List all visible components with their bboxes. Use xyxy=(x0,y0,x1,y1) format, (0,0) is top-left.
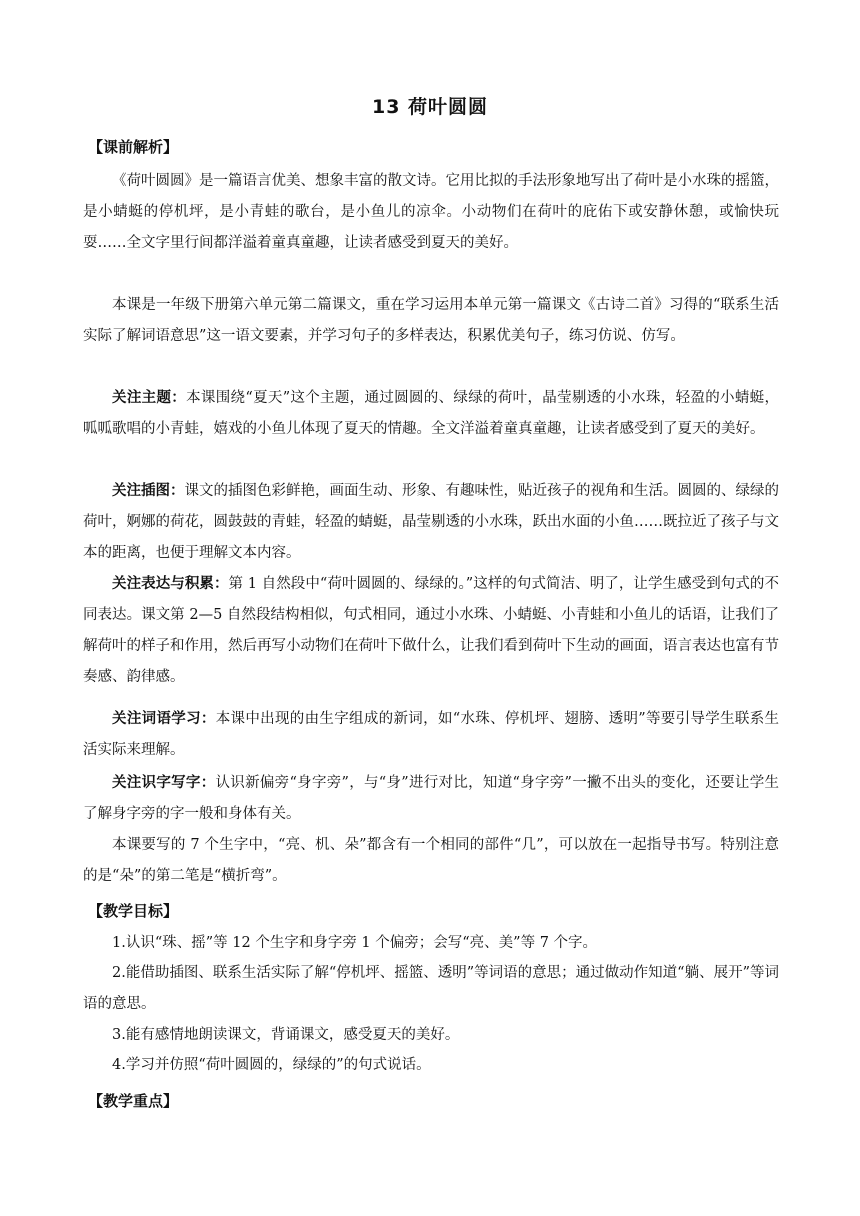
paragraph-unit: 本课是一年级下册第六单元第二篇课文，重在学习运用本单元第一篇课文《古诗二首》习得的“联系生活实际了解词语意思”这一语文要素，并学习句子的多样表达，积累优美句子，练习仿说、仿写。 xyxy=(83,297,779,344)
section-heading-focus: 【教学重点】 xyxy=(88,1092,179,1110)
lead-vocabulary: 关注词语学习： xyxy=(112,711,216,727)
lead-characters: 关注识字写字： xyxy=(112,775,216,791)
paragraph-theme xyxy=(83,383,779,445)
paragraph-expression xyxy=(83,569,779,693)
section-heading-analysis: 【课前解析】 xyxy=(88,138,179,156)
section-heading-goals: 【教学目标】 xyxy=(88,902,179,920)
lead-illustration: 关注插图： xyxy=(112,483,185,499)
lesson-title: 13 荷叶圆圆 xyxy=(371,96,489,118)
text-characters: 认识新偏旁“身字旁”，与“身”进行对比，知道“身字旁”一撇不出头的变化，还要让学生了解身字旁的字一般和身体有关。 xyxy=(83,775,779,822)
lead-theme: 关注主题： xyxy=(112,390,187,406)
goal-item-2: 2.能借助插图、联系生活实际了解“停机坪、摇篮、透明”等词语的意思；通过做动作知道“躺、展开”等词语的意思。 xyxy=(83,965,779,1012)
text-illustration: 课文的插图色彩鲜艳，画面生动、形象、有趣味性，贴近孩子的视角和生活。圆圆的、绿绿的荷叶，婀娜的荷花，圆鼓鼓的青蛙，轻盈的蜻蜓，晶莹剔透的小水珠，跃出水面的小鱼……既拉近了孩子与文本的距离，也便于理解文本内容。 xyxy=(83,483,779,561)
lead-expression: 关注表达与积累： xyxy=(112,576,229,592)
text-vocabulary: 本课中出现的由生字组成的新词，如“水珠、停机坪、翅膀、透明”等要引导学生联系生活实际来理解。 xyxy=(83,711,780,758)
goal-item-1: 1.认识“珠、摇”等 12 个生字和身字旁 1 个偏旁；会写“亮、美”等 7 个字。 xyxy=(112,935,598,951)
paragraph-writing: 本课要写的 7 个生字中，“亮、机、朵”都含有一个相同的部件“几”，可以放在一起指导书写。特别注意的是“朵”的第二笔是“横折弯”。 xyxy=(83,837,779,884)
paragraph-characters xyxy=(83,768,779,830)
paragraph-vocabulary xyxy=(83,704,779,766)
paragraph-intro: 《荷叶圆圆》是一篇语言优美、想象丰富的散文诗。它用比拟的手法形象地写出了荷叶是小水珠的摇篮，是小蜻蜓的停机坪，是小青蛙的歌台，是小鱼儿的凉伞。小动物们在荷叶的庇佑下或安静休憩，或愉快玩耍……全文字里行间都洋溢着童真童趣，让读者感受到夏天的美好。 xyxy=(83,173,779,251)
goal-item-3: 3.能有感情地朗读课文，背诵课文，感受夏天的美好。 xyxy=(112,1027,460,1043)
text-theme: 本课围绕“夏天”这个主题，通过圆圆的、绿绿的荷叶，晶莹剔透的小水珠，轻盈的小蜻蜓，呱呱歌唱的小青蛙，嬉戏的小鱼儿体现了夏天的情趣。全文洋溢着童真童趣，让读者感受到了夏天的美好。 xyxy=(83,390,779,437)
paragraph-illustration xyxy=(83,476,779,569)
goal-item-4: 4.学习并仿照“荷叶圆圆的，绿绿的”的句式说话。 xyxy=(112,1057,431,1073)
text-expression: 第 1 自然段中“荷叶圆圆的、绿绿的。”这样的句式简洁、明了，让学生感受到句式的不同表达。课文第 2—5 自然段结构相似，句式相同，通过小水珠、小蜻蜓、小青蛙和小鱼儿的话语，让我们了解荷叶的样子和作用，然后再写小动物们在荷叶下做什么，让我们看到荷叶下生动的画面，语言表达也富有节奏感、韵律感。 xyxy=(83,576,779,685)
